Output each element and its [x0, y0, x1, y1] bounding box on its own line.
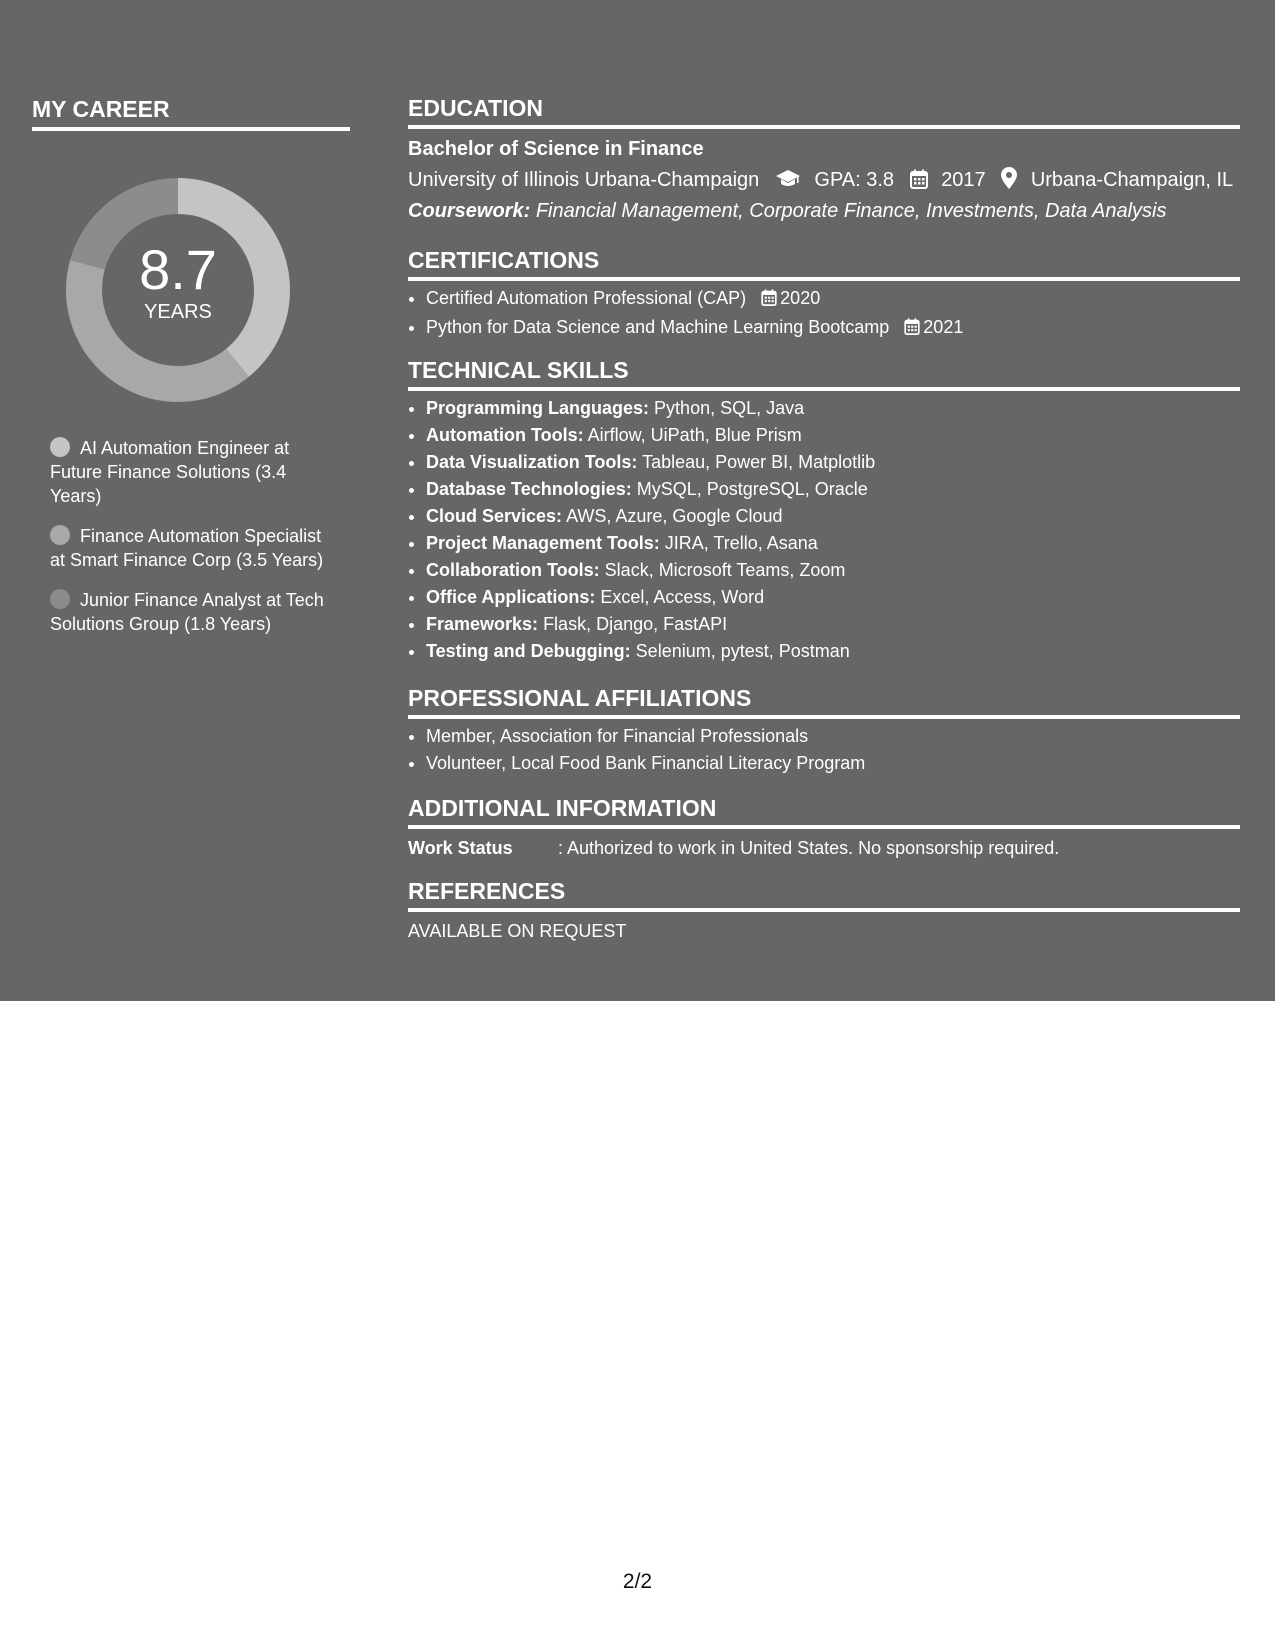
references-text: AVAILABLE ON REQUEST	[408, 921, 627, 941]
total-years-value: 8.7	[139, 238, 217, 301]
career-role-list	[50, 436, 340, 652]
career-sidebar	[32, 96, 350, 634]
skill-category: Collaboration Tools:	[426, 560, 600, 580]
skill-values: Tableau, Power BI, Matplotlib	[642, 452, 876, 472]
role-label: Junior Finance Analyst at Tech Solutions Group (1.8 Years)	[50, 590, 324, 634]
skill-item	[426, 611, 1236, 638]
graduation-cap-icon	[775, 169, 801, 196]
skill-values: Selenium, pytest, Postman	[635, 641, 850, 661]
skill-values: Flask, Django, FastAPI	[543, 614, 728, 634]
skill-values: AWS, Azure, Google Cloud	[566, 506, 783, 526]
skill-category: Cloud Services:	[426, 506, 563, 526]
skill-values: Excel, Access, Word	[600, 587, 765, 607]
affiliations-list	[408, 723, 1236, 777]
skill-item	[426, 395, 1236, 422]
skill-item	[426, 422, 1236, 449]
school-name: University of Illinois Urbana-Champaign	[408, 169, 760, 191]
skill-category: Project Management Tools:	[426, 533, 660, 553]
skill-values: Airflow, UiPath, Blue Prism	[587, 425, 802, 445]
certification-year: 2021	[923, 317, 964, 337]
degree-name: Bachelor of Science in Finance	[408, 138, 704, 160]
skill-values: Slack, Microsoft Teams, Zoom	[604, 560, 846, 580]
work-status-label: Work Status	[408, 838, 513, 858]
role-item	[50, 588, 340, 636]
skill-category: Frameworks:	[426, 614, 539, 634]
total-years-unit: YEARS	[144, 301, 212, 323]
references-title: REFERENCES	[408, 877, 1240, 912]
education-meta	[408, 167, 1233, 196]
skill-item	[426, 584, 1236, 611]
gpa-value: GPA: 3.8	[814, 169, 895, 191]
skill-item	[426, 557, 1236, 584]
school-location: Urbana-Champaign, IL	[1030, 169, 1234, 191]
map-pin-icon	[1001, 167, 1017, 196]
career-title: MY CAREER	[32, 96, 350, 131]
page-number: 2/2	[622, 1570, 653, 1593]
certifications-title: CERTIFICATIONS	[408, 246, 1240, 281]
work-status-row	[408, 836, 1059, 860]
certifications-list	[408, 285, 1236, 343]
skill-category: Data Visualization Tools:	[426, 452, 638, 472]
career-donut-chart	[66, 178, 290, 402]
role-item	[50, 436, 340, 508]
certification-name: Certified Automation Professional (CAP)	[426, 288, 747, 308]
education-title: EDUCATION	[408, 94, 1240, 129]
role-dot-icon	[50, 589, 70, 609]
skill-item	[426, 503, 1236, 530]
additional-info-title: ADDITIONAL INFORMATION	[408, 794, 1240, 829]
work-status-value: : Authorized to work in United States. No sponsorship required.	[558, 838, 1060, 858]
calendar-icon	[904, 316, 920, 343]
skill-category: Testing and Debugging:	[426, 641, 631, 661]
role-label: AI Automation Engineer at Future Finance Solutions (3.4 Years)	[50, 438, 290, 506]
skill-values: Python, SQL, Java	[654, 398, 805, 418]
role-item	[50, 524, 340, 572]
coursework	[408, 198, 1167, 224]
skill-category: Office Applications:	[426, 587, 596, 607]
skill-category: Programming Languages:	[426, 398, 650, 418]
skill-item	[426, 476, 1236, 503]
technical-skills-list	[408, 395, 1236, 665]
affiliations-title: PROFESSIONAL AFFILIATIONS	[408, 684, 1240, 719]
role-label: Finance Automation Specialist at Smart Finance Corp (3.5 Years)	[50, 526, 324, 570]
technical-skills-title: TECHNICAL SKILLS	[408, 356, 1240, 391]
donut-center	[66, 178, 290, 402]
certification-name: Python for Data Science and Machine Learning Bootcamp	[426, 317, 890, 337]
certification-item	[426, 285, 1236, 314]
skill-item	[426, 530, 1236, 557]
skill-values: MySQL, PostgreSQL, Oracle	[636, 479, 868, 499]
skill-category: Automation Tools:	[426, 425, 584, 445]
graduation-year: 2017	[941, 169, 986, 191]
skill-category: Database Technologies:	[426, 479, 632, 499]
coursework-list: Financial Management, Corporate Finance, Investments, Data Analysis	[535, 200, 1167, 222]
affiliation-item: • Volunteer, Local Food Bank Financial Literacy Program	[426, 750, 1236, 777]
calendar-icon	[761, 287, 777, 314]
certification-item	[426, 314, 1236, 343]
role-dot-icon	[50, 525, 70, 545]
skill-values: JIRA, Trello, Asana	[664, 533, 818, 553]
affiliation-item: • Member, Association for Financial Professionals	[426, 723, 1236, 750]
role-dot-icon	[50, 437, 70, 457]
coursework-label: Coursework:	[408, 200, 531, 222]
skill-item	[426, 638, 1236, 665]
certification-year: 2020	[780, 288, 821, 308]
skill-item	[426, 449, 1236, 476]
calendar-icon	[910, 169, 928, 196]
